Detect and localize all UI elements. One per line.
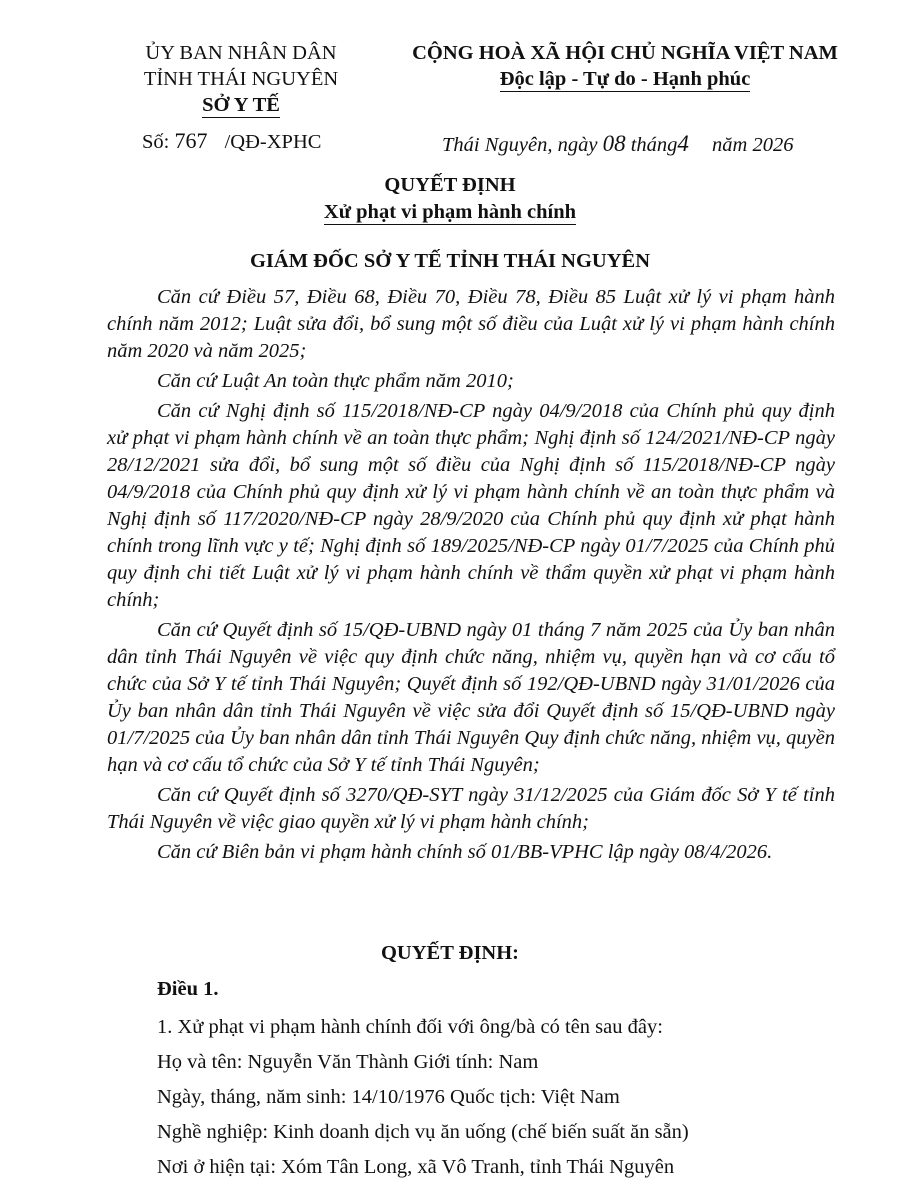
article-items xyxy=(157,1010,689,1185)
authority-heading: GIÁM ĐỐC SỞ Y TẾ TỈNH THÁI NGUYÊN xyxy=(249,250,650,272)
nation-name: CỘNG HOÀ XÃ HỘI CHỦ NGHĨA VIỆT NAM xyxy=(412,42,838,64)
document-number xyxy=(142,128,321,154)
date-day: 08 xyxy=(602,131,626,156)
number-suffix: /QĐ-XPHC xyxy=(224,131,322,153)
national-motto: Độc lập - Tự do - Hạnh phúc xyxy=(499,68,751,90)
date-year: năm 2026 xyxy=(712,134,794,156)
issuing-agency xyxy=(100,40,382,118)
document-subtitle: Xử phạt vi phạm hành chính xyxy=(323,201,577,223)
document-title-block xyxy=(0,172,900,226)
legal-bases xyxy=(107,284,835,869)
date-place xyxy=(442,131,793,157)
article-heading: Điều 1. xyxy=(157,978,219,1000)
article-item: 1. Xử phạt vi phạm hành chính đối với ông/bà có tên sau đây: xyxy=(157,1016,663,1038)
article-item: Nơi ở hiện tại: Xóm Tân Long, xã Vô Tranh, tỉnh Thái Nguyên xyxy=(157,1156,675,1178)
legal-basis: Căn cứ Biên bản vi phạm hành chính số 01/BB-VPHC lập ngày 08/4/2026. xyxy=(157,841,773,863)
article-item: Họ và tên: Nguyễn Văn Thành Giới tính: Nam xyxy=(157,1051,539,1073)
date-month-label: tháng xyxy=(630,134,678,156)
agency-department: SỞ Y TẾ xyxy=(202,94,280,116)
date-place-label: Thái Nguyên, ngày xyxy=(442,134,598,156)
legal-basis: Căn cứ Quyết định số 3270/QĐ-SYT ngày 31/12/2025 của Giám đốc Sở Y tế tỉnh Thái Nguyên về việc giao quyền xử lý vi phạm hành chính; xyxy=(107,784,835,833)
national-heading xyxy=(380,40,870,92)
legal-basis: Căn cứ Luật An toàn thực phẩm năm 2010; xyxy=(157,370,514,392)
legal-basis: Căn cứ Nghị định số 115/2018/NĐ-CP ngày 04/9/2018 của Chính phủ quy định xử phạt vi phạm hành chính về an toàn thực phẩm; Nghị định số 124/2021/NĐ-CP ngày 28/12/2021 sửa đổi, bổ sung một số điều của Nghị định số 115/2018/NĐ-CP ngày 04/9/2018 của Chính phủ quy định xử lý vi phạm hành chính về an toàn thực phẩm và Nghị định số 117/2020/NĐ-CP ngày 28/9/2020 của Chính phủ quy định xử phạt hành chính trong lĩnh vực y tế; Nghị định số 189/2025/NĐ-CP ngày 01/7/2025 của Chính phủ quy định chi tiết Luật xử lý vi phạm hành chính về thẩm quyền xử phạt vi phạm hành chính; xyxy=(107,400,835,611)
legal-basis: Căn cứ Quyết định số 15/QĐ-UBND ngày 01 tháng 7 năm 2025 của Ủy ban nhân dân tỉnh Thái Nguyên về việc quy định chức năng, nhiệm vụ, quyền hạn và cơ cấu tổ chức của Sở Y tế tỉnh Thái Nguyên; Quyết định số 192/QĐ-UBND ngày 31/01/2026 của Ủy ban nhân dân tỉnh Thái Nguyên về việc sửa đổi Quyết định số 15/QĐ-UBND ngày 01/7/2025 của Ủy ban nhân dân tỉnh Thái Nguyên Quy định chức năng, nhiệm vụ, quyền hạn và cơ cấu tổ chức của Sở Y tế tỉnh Thái Nguyên; xyxy=(107,619,836,776)
number-label: Số: xyxy=(142,131,170,153)
legal-basis: Căn cứ Điều 57, Điều 68, Điều 70, Điều 78, Điều 85 Luật xử lý vi phạm hành chính năm 2012; Luật sửa đổi, bổ sung một số điều của Luật xử lý vi phạm hành chính năm 2020 và năm 2025; xyxy=(107,286,835,362)
article-item: Nghề nghiệp: Kinh doanh dịch vụ ăn uống (chế biến suất ăn sẵn) xyxy=(157,1121,689,1143)
date-month: 4 xyxy=(677,131,689,156)
document-title: QUYẾT ĐỊNH xyxy=(384,174,516,196)
decision-heading: QUYẾT ĐỊNH: xyxy=(380,942,519,964)
number-value: 767 xyxy=(174,128,208,153)
article-item: Ngày, tháng, năm sinh: 14/10/1976 Quốc tịch: Việt Nam xyxy=(157,1086,620,1108)
agency-line-1: ỦY BAN NHÂN DÂN xyxy=(145,42,337,64)
agency-line-2: TỈNH THÁI NGUYÊN xyxy=(143,68,339,90)
